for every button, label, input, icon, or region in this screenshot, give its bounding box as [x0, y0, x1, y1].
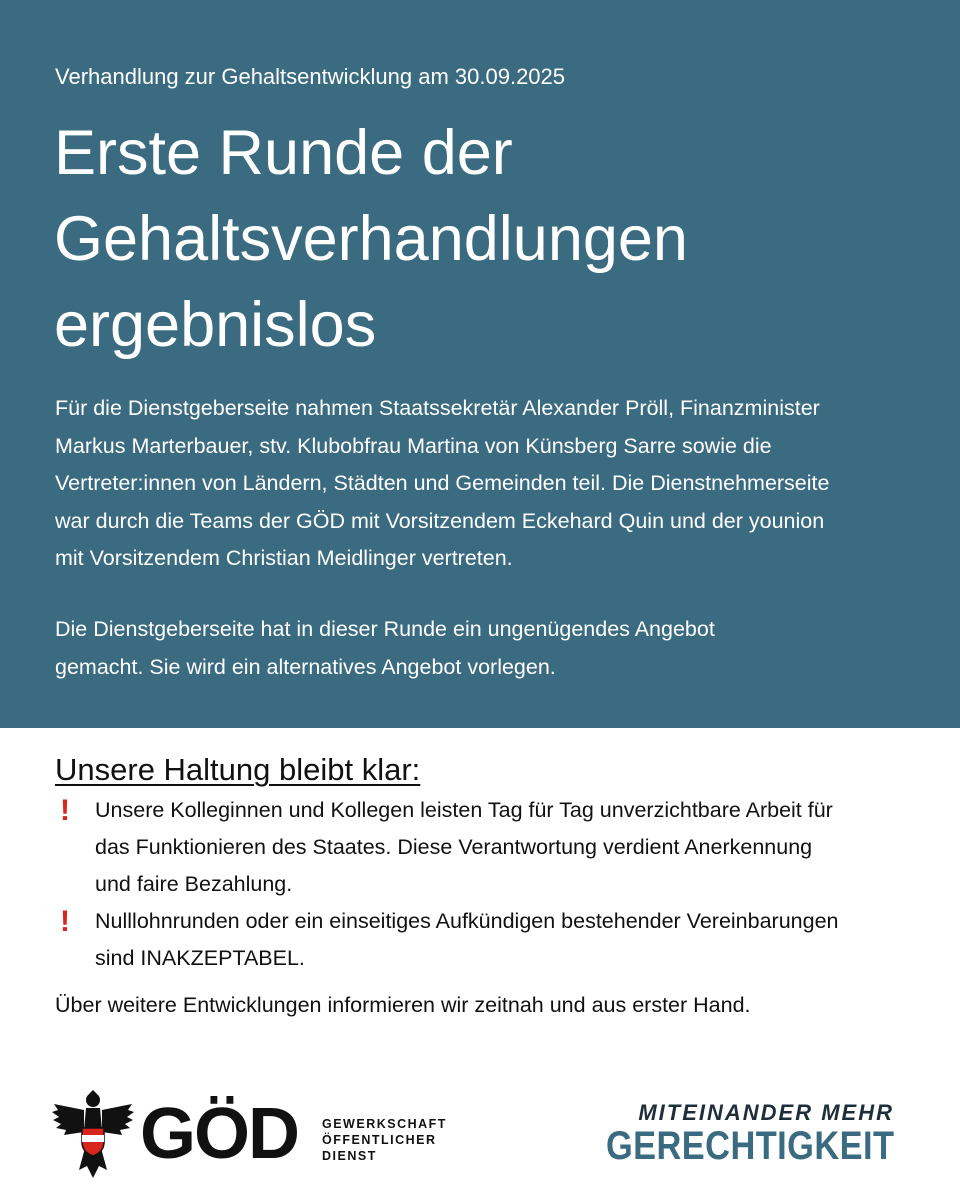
stance-bullet-list — [55, 792, 935, 977]
paragraph-line: gemacht. Sie wird ein alternatives Angebot vorlegen. — [55, 654, 556, 679]
closing-statement: Über weitere Entwicklungen informieren wir zeitnah und aus erster Hand. — [55, 993, 751, 1017]
kicker-date-line: Verhandlung zur Gehaltsentwicklung am 30.09.2025 — [55, 64, 566, 89]
bullet-line: das Funktionieren des Staates. Diese Verantwortung verdient Anerkennung — [95, 835, 813, 859]
headline — [54, 110, 914, 368]
paragraph-line: Vertreter:innen von Ländern, Städten und Gemeinden teil. Die Dienstnehmerseite — [55, 471, 830, 495]
slogan-top-line: MITEINANDER MEHR — [638, 1100, 894, 1125]
subtitle-line: ÖFFENTLICHER — [322, 1133, 437, 1147]
bullet-line: Unsere Kolleginnen und Kollegen leisten Tag für Tag unverzichtbare Arbeit für — [95, 798, 833, 822]
slogan-bottom-line: GERECHTIGKEIT — [605, 1124, 894, 1168]
bullet-line: und faire Bezahlung. — [95, 872, 293, 896]
eagle-emblem-icon — [52, 1090, 134, 1178]
bullet-line: Nulllohnrunden oder ein einseitiges Aufkündigen bestehender Vereinbarungen — [95, 909, 839, 933]
participants-paragraph — [55, 390, 915, 578]
exclamation-icon: ! — [60, 905, 70, 938]
headline-line: Erste Runde der — [54, 118, 513, 188]
offer-paragraph — [55, 611, 915, 686]
paragraph-line: mit Vorsitzendem Christian Meidlinger vertreten. — [55, 546, 513, 570]
paragraph-line: Markus Marterbauer, stv. Klubobfrau Martina von Künsberg Sarre sowie die — [55, 433, 772, 458]
stance-bullet — [55, 792, 935, 903]
exclamation-icon: ! — [60, 794, 70, 827]
goed-wordmark: GÖD — [140, 1094, 299, 1174]
paragraph-line: war durch die Teams der GÖD mit Vorsitzendem Eckehard Quin und der younion — [55, 508, 825, 533]
headline-line: Gehaltsverhandlungen — [54, 204, 688, 274]
subtitle-line: GEWERKSCHAFT — [322, 1117, 447, 1131]
bullet-line: sind INAKZEPTABEL. — [95, 946, 305, 970]
paragraph-line: Für die Dienstgeberseite nahmen Staatssekretär Alexander Pröll, Finanzminister — [55, 396, 820, 420]
stance-bullet — [55, 903, 935, 977]
headline-line: ergebnislos — [54, 290, 377, 360]
paragraph-line: Die Dienstgeberseite hat in dieser Runde ein ungenügendes Angebot — [55, 617, 715, 641]
subtitle-line: DIENST — [322, 1149, 377, 1163]
goed-subtitle — [322, 1116, 447, 1164]
stance-title: Unsere Haltung bleibt klar: — [55, 752, 421, 787]
slogan — [559, 1100, 894, 1166]
goed-logo — [52, 1090, 447, 1180]
